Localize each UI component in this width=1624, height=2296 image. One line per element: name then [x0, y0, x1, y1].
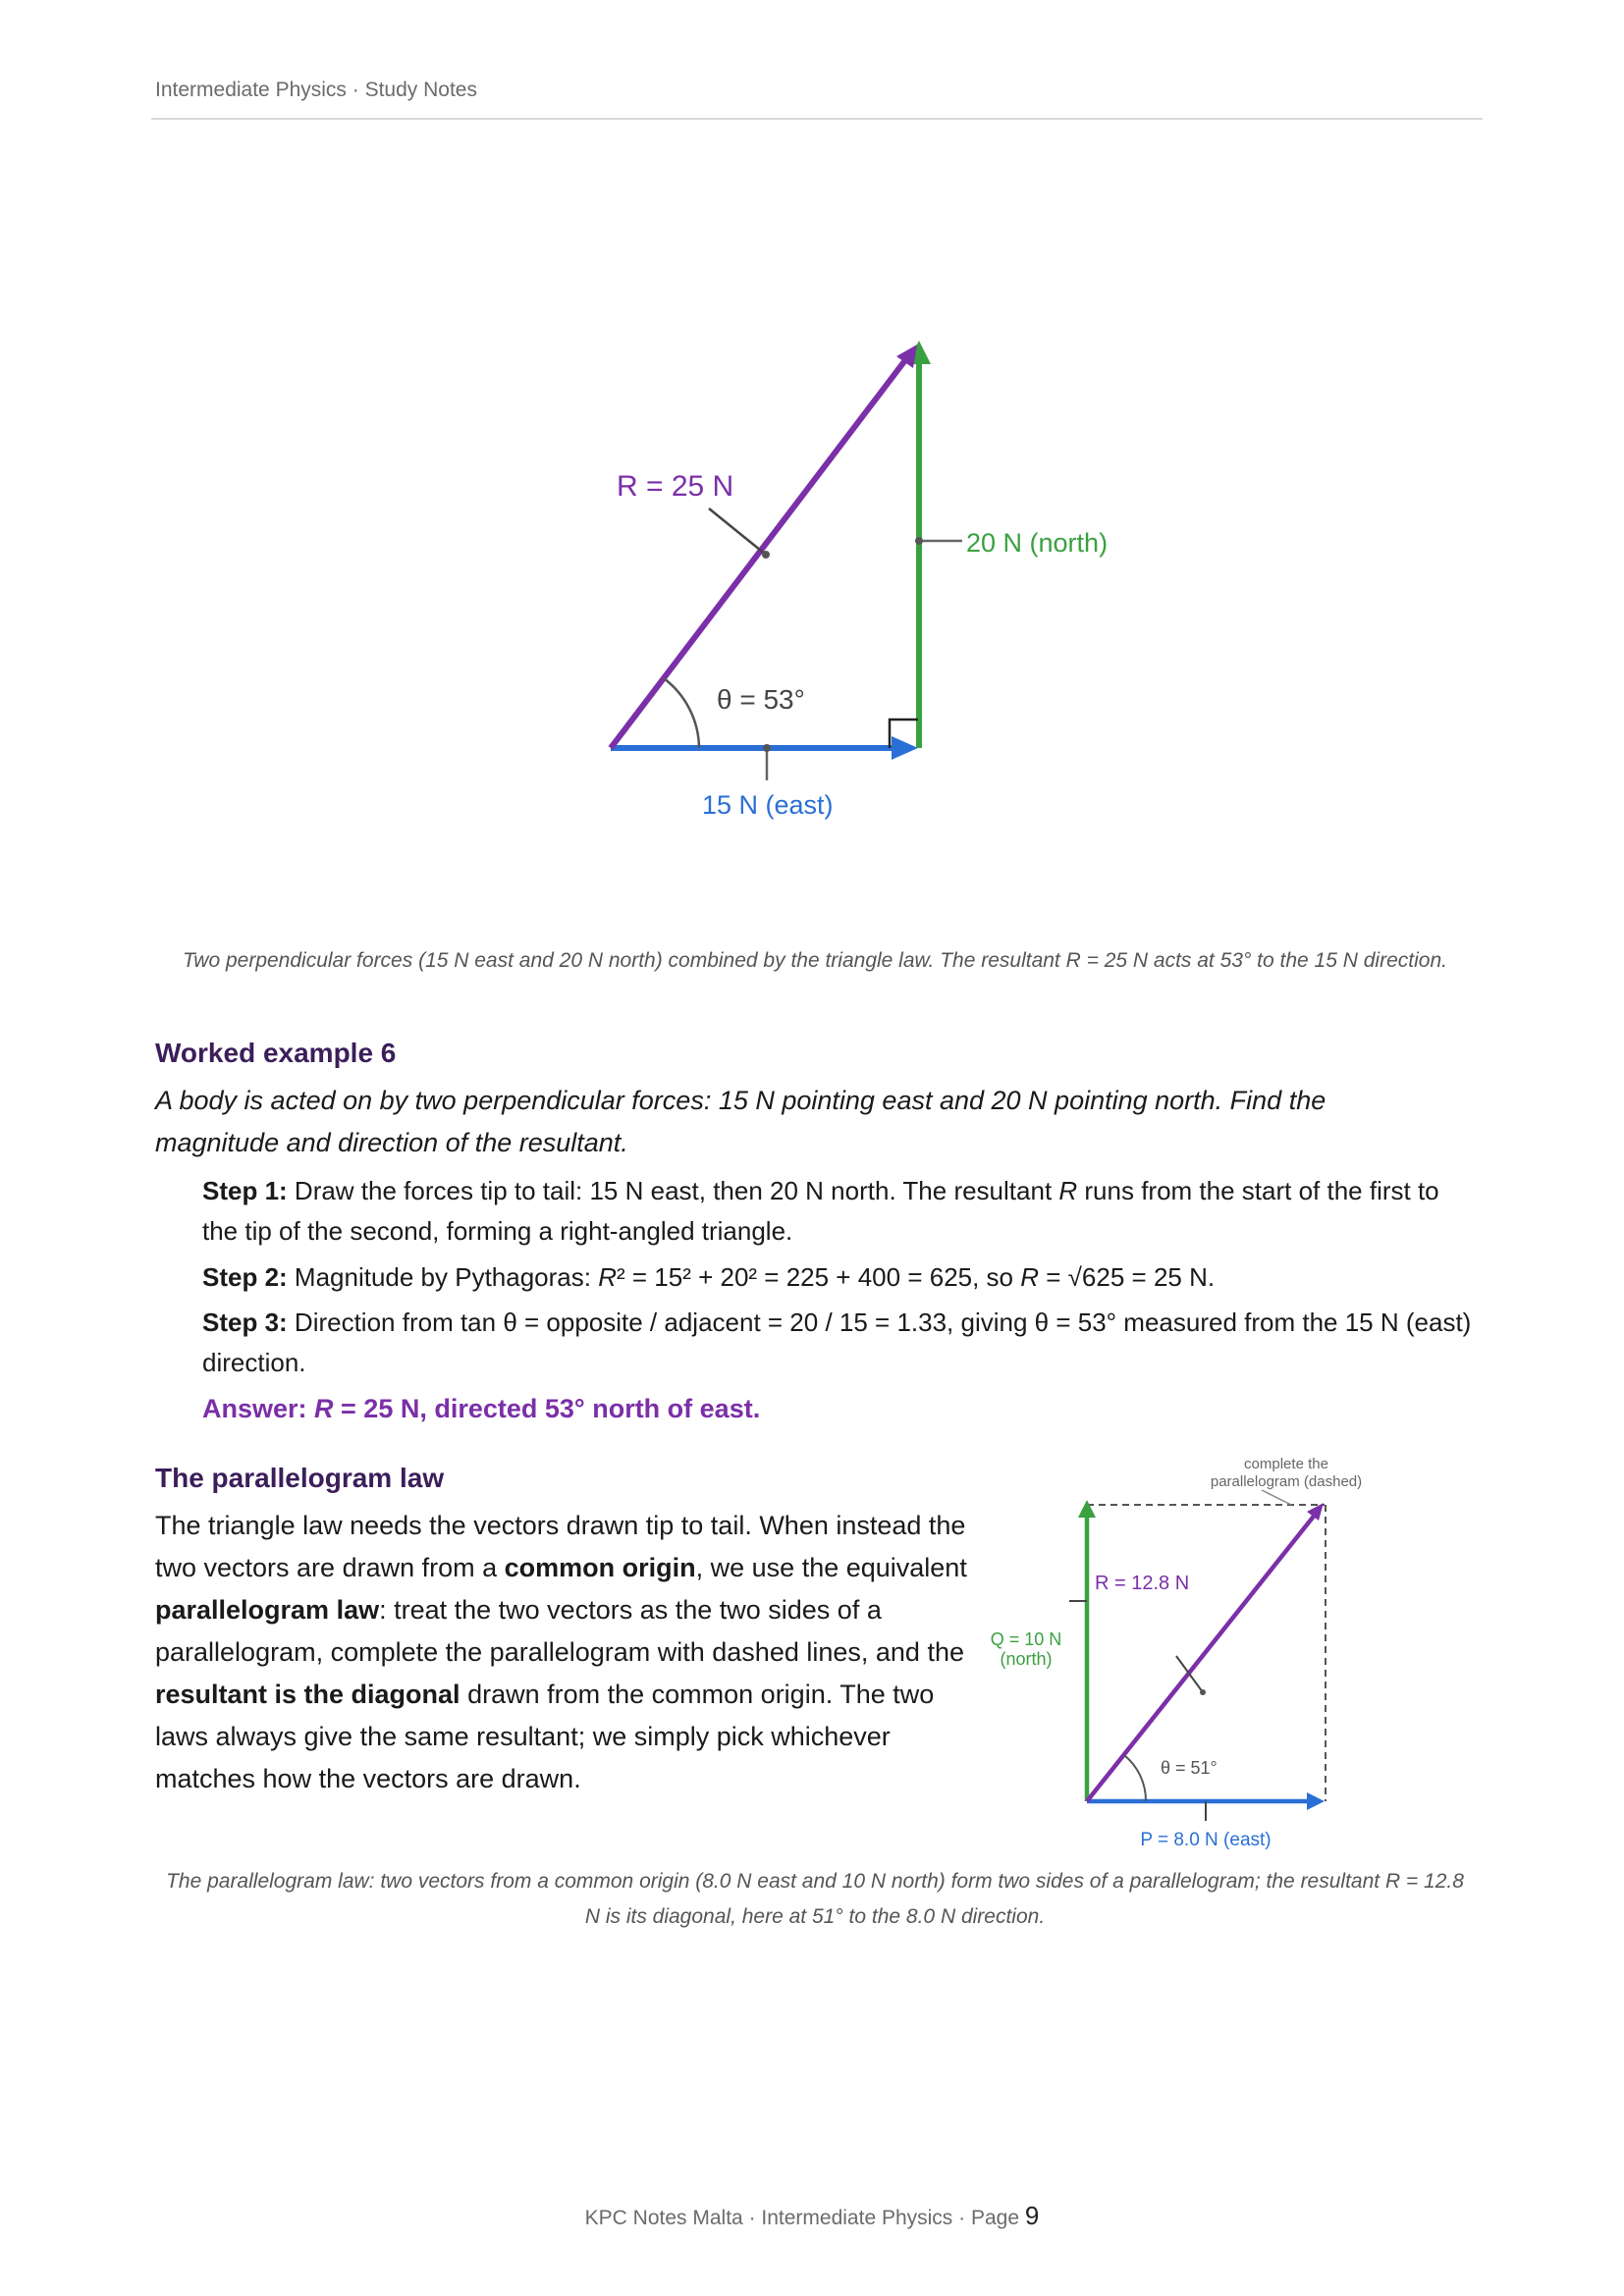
resultant-label: R = 12.8 N — [1095, 1573, 1190, 1594]
body-bold: parallelogram law — [155, 1595, 380, 1625]
note-line-1: complete the — [1244, 1456, 1328, 1472]
body-bold: common origin — [504, 1553, 696, 1582]
east-leader-dot — [763, 744, 771, 752]
step-2 — [202, 1257, 1479, 1298]
step-label: Step 3: — [202, 1308, 288, 1337]
north-label: 20 N (north) — [966, 528, 1109, 558]
step-text: Draw the forces tip to tail: 15 N east, then 20 N north. The resultant — [287, 1176, 1059, 1205]
variable-r: R — [314, 1394, 334, 1423]
header-divider — [151, 118, 1483, 120]
worked-example-title: Worked example 6 — [155, 1038, 397, 1068]
answer-prefix: Answer: — [202, 1394, 315, 1423]
note-leader — [1262, 1490, 1291, 1505]
section-body — [155, 1505, 980, 1800]
step-label: Step 1: — [202, 1176, 288, 1205]
east-arrowhead — [892, 736, 918, 760]
figure-caption: Two perpendicular forces (15 N east and 20 N north) combined by the triangle law. The resultant R = 25 N acts at 53° to the 15 N direction. — [183, 949, 1447, 972]
worked-example-problem: A body is acted on by two perpendicular forces: 15 N pointing east and 20 N pointing north. Find the magnitude and direction of the resultant. — [155, 1086, 1326, 1157]
q-arrowhead — [1078, 1500, 1096, 1518]
step-text: ² = 15² + 20² = 225 + 400 = 625, so — [617, 1262, 1021, 1292]
step-text: Direction from tan θ = opposite / adjacent = 20 / 15 = 1.33, giving θ = 53° measured from the 15 N (east) direction. — [202, 1308, 1472, 1377]
parallelogram-law-diagram — [967, 1443, 1458, 1865]
q-label-line-1: Q = 10 N — [990, 1629, 1062, 1649]
resultant-leader-dot — [1200, 1689, 1206, 1695]
resultant-leader — [709, 508, 766, 555]
note-line-2: parallelogram (dashed) — [1210, 1473, 1363, 1490]
footer-text: KPC Notes Malta · Intermediate Physics · Page — [584, 2207, 1025, 2229]
east-label: 15 N (east) — [702, 790, 834, 820]
page-number: 9 — [1024, 2201, 1040, 2230]
north-leader-dot — [915, 537, 923, 545]
running-header: Intermediate Physics · Study Notes — [155, 79, 477, 101]
step-1 — [202, 1171, 1479, 1252]
p-label: P = 8.0 N (east) — [1140, 1830, 1272, 1850]
angle-arc — [1124, 1755, 1146, 1801]
page-footer — [0, 2201, 1624, 2231]
q-label-line-2: (north) — [1000, 1649, 1053, 1669]
body-text: drawn from the common origin. The two laws always give the same resultant; we simply pick whichever matches how the vectors are drawn. — [155, 1680, 935, 1793]
angle-label: θ = 51° — [1161, 1758, 1218, 1778]
body-text: The triangle law needs the vectors drawn tip to tail. When instead the two vectors are drawn from a — [155, 1511, 966, 1582]
figure-caption: The parallelogram law: two vectors from a common origin (8.0 N east and 10 N north) form two sides of a parallelogram; the resultant R = 12.8 N is its diagonal, here at 51° to the 8.0 N direction. — [166, 1870, 1464, 1928]
body-bold: resultant is the diagonal — [155, 1680, 460, 1709]
variable-r: R — [598, 1262, 617, 1292]
step-label: Step 2: — [202, 1262, 288, 1292]
triangle-law-diagram — [560, 319, 1168, 839]
variable-r: R — [1020, 1262, 1040, 1292]
variable-r: R — [1058, 1176, 1078, 1205]
angle-arc — [664, 678, 699, 748]
step-text: = √625 = 25 N. — [1039, 1262, 1216, 1292]
body-text: : treat the two vectors as the two sides of a parallelogram, complete the parallelogram with dashed lines, and the — [155, 1595, 964, 1667]
section-title: The parallelogram law — [155, 1463, 445, 1493]
p-arrowhead — [1307, 1792, 1325, 1810]
step-text: runs from the start of the first to the tip of the second, forming a right-angled triangle. — [202, 1176, 1439, 1246]
body-text: , we use the equivalent — [695, 1553, 967, 1582]
step-text: Magnitude by Pythagoras: — [287, 1262, 599, 1292]
answer-text: = 25 N, directed 53° north of east. — [333, 1394, 761, 1423]
resultant-leader-dot — [762, 551, 770, 559]
step-3 — [202, 1303, 1479, 1383]
angle-label: θ = 53° — [717, 684, 805, 715]
answer-line — [202, 1394, 760, 1424]
resultant-label: R = 25 N — [617, 470, 734, 503]
